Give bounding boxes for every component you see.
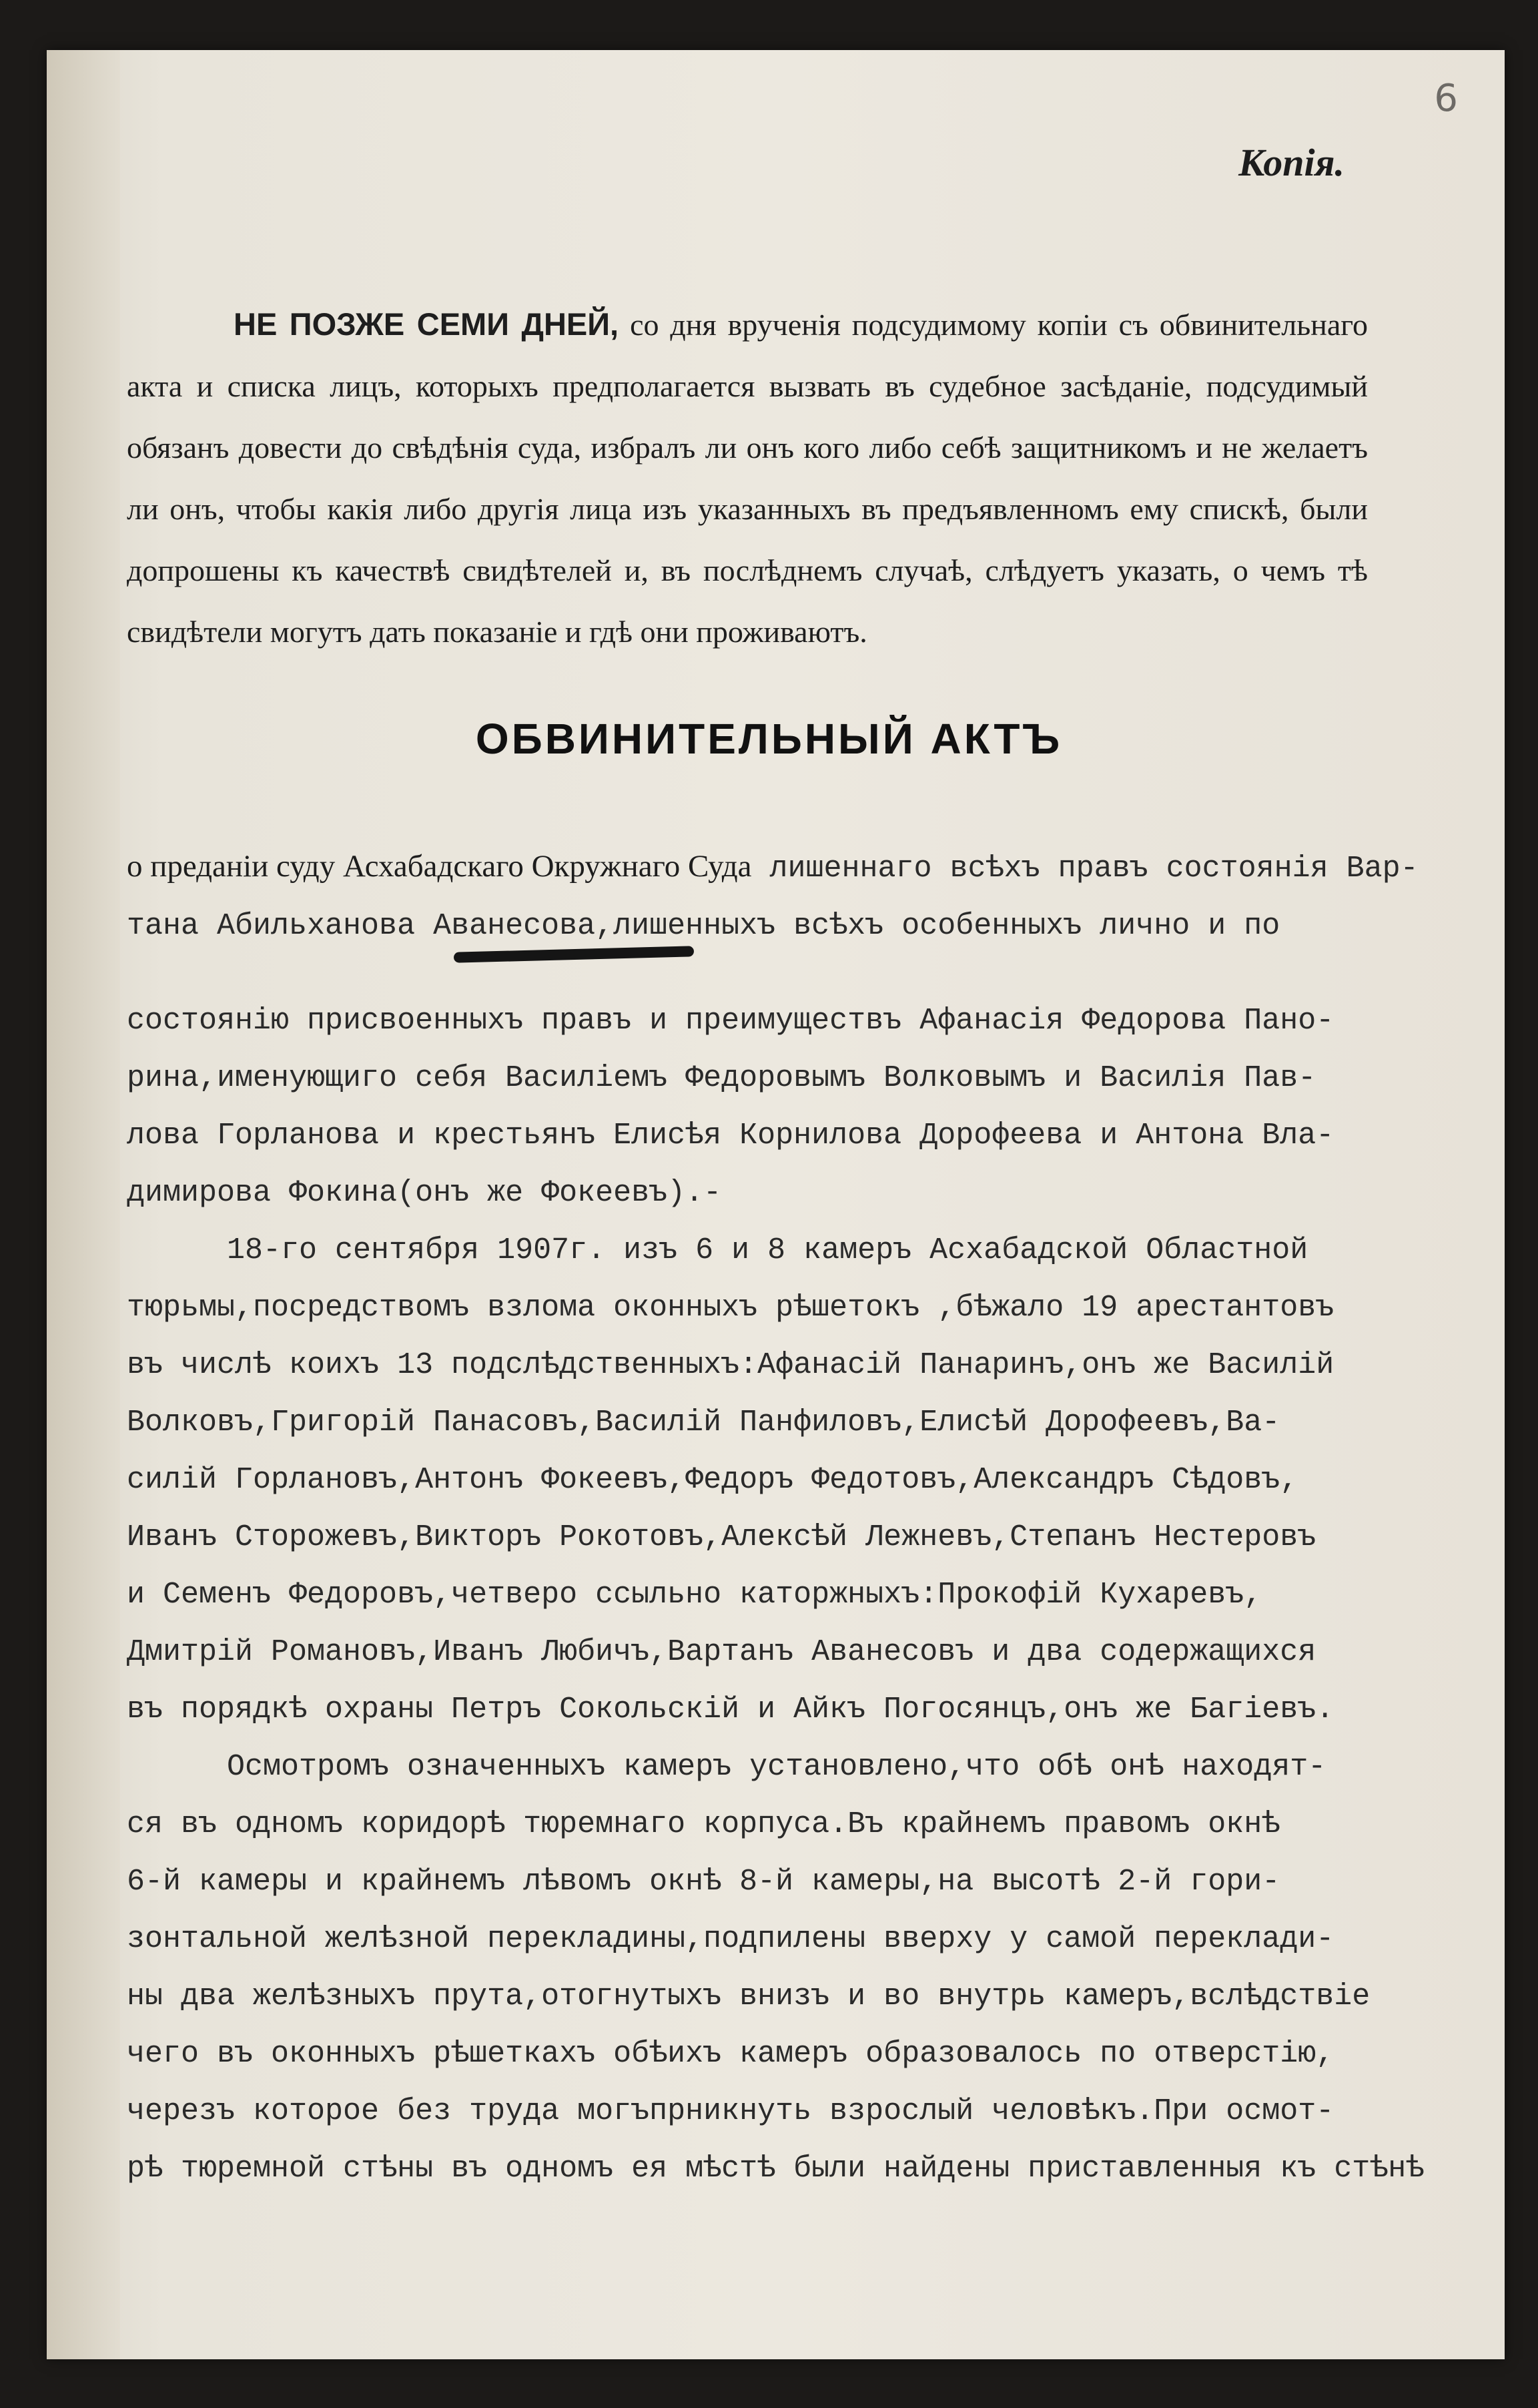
text-line: рина,именующиго себя Василіемъ Федоровымъ Волковымъ и Василія Пав- xyxy=(127,1061,1316,1095)
text-line: чего въ оконныхъ рѣшеткахъ обѣихъ камеръ образовалось по отверстію, xyxy=(127,2037,1334,2071)
copy-label: Копія. xyxy=(1238,141,1344,184)
text-line: тана Абильханова Аванесова,лишенныхъ всѣхъ особенныхъ лично и по xyxy=(127,909,1280,943)
text-line: рѣ тюремной стѣны въ одномъ ея мѣстѣ были найдены приставленныя къ стѣнѣ xyxy=(127,2152,1425,2186)
intro-printed: о преданіи суду Асхабадскаго Окружнаго Суда xyxy=(127,849,752,884)
text-line: Дмитрій Романовъ,Иванъ Любичъ,Вартанъ Аванесовъ и два содержащихся xyxy=(127,1635,1316,1669)
notice-body: со дня врученія подсудимому копіи съ обвинительнаго акта и списка лицъ, которыхъ предполагается вызвать въ судебное засѣданіе, подсудимый обязанъ довести до свѣдѣнія суда, избралъ ли онъ кого либо себѣ защитникомъ и не желаетъ ли онъ, чтобы какія либо другія лица изъ указанныхъ въ предъявленномъ ему спискѣ, были допрошены къ качествѣ свидѣтелей и, въ послѣднемъ случаѣ, слѣдуетъ указать, о чемъ тѣ свидѣтели могутъ дать показаніе и гдѣ они проживаютъ. xyxy=(127,308,1368,649)
text-line: состоянію присвоенныхъ правъ и преимуществъ Афанасія Федорова Пано- xyxy=(127,1004,1334,1038)
text-line: 6-й камеры и крайнемъ лѣвомъ окнѣ 8-й камеры,на высотѣ 2-й гори- xyxy=(127,1865,1280,1899)
text-line: ся въ одномъ коридорѣ тюремнаго корпуса.Въ крайнемъ правомъ окнѣ xyxy=(127,1807,1280,1841)
text-line: и Семенъ Федоровъ,четверо ссыльно каторжныхъ:Прокофій Кухаревъ, xyxy=(127,1578,1262,1612)
text-line: Иванъ Сторожевъ,Викторъ Рокотовъ,Алексѣй Лежневъ,Степанъ Нестеровъ xyxy=(127,1520,1316,1554)
text-line: черезъ которое без труда могъпрникнуть взрослый человѣкъ.При осмот- xyxy=(127,2094,1334,2128)
text-line: въ порядкѣ охраны Петръ Сокольскій и Айкъ Погосянцъ,онъ же Багіевъ. xyxy=(127,1693,1334,1727)
text-line: тюрьмы,посредствомъ взлома оконныхъ рѣшетокъ ,бѣжало 19 арестантовъ xyxy=(127,1291,1334,1325)
intro-typed: лишеннаго всѣхъ правъ состоянія Вар- xyxy=(751,852,1419,886)
printed-notice xyxy=(127,294,1368,663)
text-line: 18-го сентября 1907г. изъ 6 и 8 камеръ Асхабадской Областной xyxy=(227,1233,1308,1267)
text-line: зонтальной желѣзной перекладины,подпилены вверху у самой переклади- xyxy=(127,1922,1334,1956)
text-line: ны два желѣзныхъ прута,отогнутыхъ внизъ и во внутрь камеръ,вслѣдствіе xyxy=(127,1980,1371,2014)
document-title: ОБВИНИТЕЛЬНЫЙ АКТЪ xyxy=(475,715,1063,763)
text-line: Осмотромъ означенныхъ камеръ установлено,что обѣ онѣ находят- xyxy=(227,1750,1326,1784)
text-line: въ числѣ коихъ 13 подслѣдственныхъ:Афанасій Панаринъ,онъ же Василій xyxy=(127,1348,1334,1382)
notice-lead: НЕ ПОЗЖЕ СЕМИ ДНЕЙ, xyxy=(234,306,619,342)
text-line: димирова Фокина(онъ же Фокеевъ).- xyxy=(127,1176,722,1210)
typed-text xyxy=(127,838,1448,2198)
folio-number: 6 xyxy=(1434,77,1458,120)
text-line: силій Горлановъ,Антонъ Фокеевъ,Федоръ Федотовъ,Александръ Сѣдовъ, xyxy=(127,1463,1298,1497)
paper-fold-edge xyxy=(47,50,120,2359)
intro-line xyxy=(127,838,1448,898)
line-gap xyxy=(127,955,1448,992)
text-line: лова Горланова и крестьянъ Елисѣя Корнилова Дорофеева и Антона Вла- xyxy=(127,1119,1334,1153)
text-line: Волковъ,Григорій Панасовъ,Василій Панфиловъ,Елисѣй Дорофеевъ,Ва- xyxy=(127,1406,1280,1440)
